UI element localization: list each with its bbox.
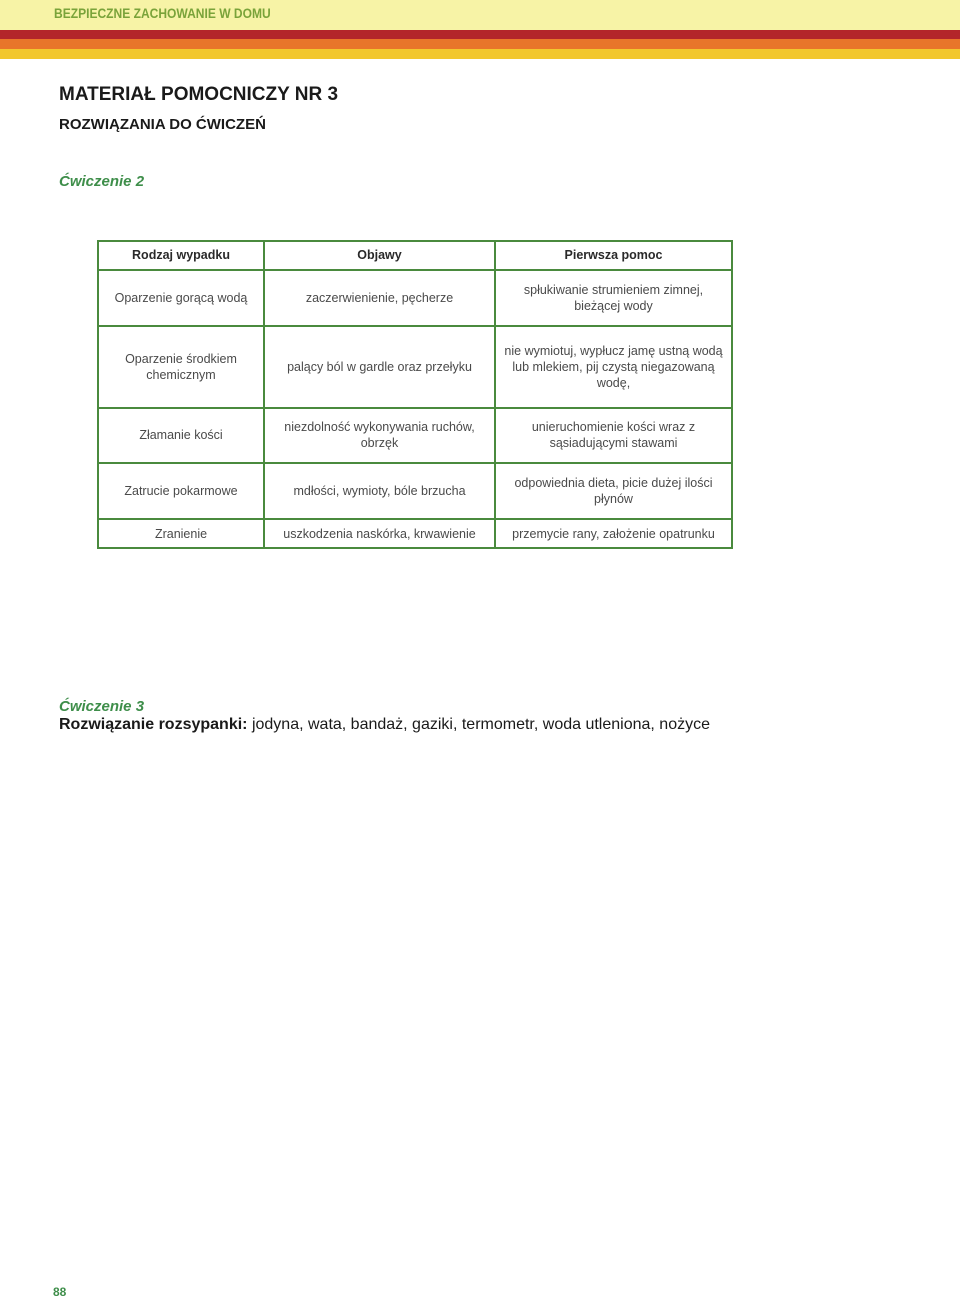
table-row	[99, 519, 731, 547]
table-header-cell: Rodzaj wypadku	[99, 242, 264, 270]
header-title: BEZPIECZNE ZACHOWANIE W DOMU	[54, 5, 271, 21]
table-row	[99, 270, 731, 326]
table-row	[99, 463, 731, 519]
table-cell: palący ból w gardle oraz przełyku	[264, 326, 495, 408]
table-cell: odpowiednia dieta, picie dużej ilości płynów	[495, 463, 731, 519]
page-subtitle: ROZWIĄZANIA DO ĆWICZEŃ	[59, 116, 266, 133]
table-cell: Oparzenie gorącą wodą	[99, 270, 264, 326]
solution-text: jodyna, wata, bandaż, gaziki, termometr, woda utleniona, nożyce	[247, 716, 710, 733]
table-cell: Oparzenie środkiem chemicznym	[99, 326, 264, 408]
header-stripe-orange	[0, 39, 960, 49]
table-cell: przemycie rany, założenie opatrunku	[495, 519, 731, 547]
table-cell: Zatrucie pokarmowe	[99, 463, 264, 519]
table-cell: mdłości, wymioty, bóle brzucha	[264, 463, 495, 519]
table-cell: unieruchomienie kości wraz z sąsiadującymi stawami	[495, 408, 731, 464]
table-cell: niezdolność wykonywania ruchów, obrzęk	[264, 408, 495, 464]
table-header-row	[99, 242, 731, 270]
exercise-3-solution	[59, 716, 710, 734]
table-cell: nie wymiotuj, wypłucz jamę ustną wodą lub mlekiem, pij czystą niegazowaną wodę,	[495, 326, 731, 408]
solution-label: Rozwiązanie rozsypanki:	[59, 716, 248, 733]
table-row	[99, 326, 731, 408]
page-number: 88	[53, 1285, 67, 1299]
header-stripe-yellow	[0, 49, 960, 59]
header-stripe-red	[0, 30, 960, 39]
first-aid-table-grid	[99, 242, 731, 547]
table-cell: Zranienie	[99, 519, 264, 547]
exercise-2-heading: Ćwiczenie 2	[59, 173, 145, 190]
table-cell: zaczerwienienie, pęcherze	[264, 270, 495, 326]
exercise-3-heading: Ćwiczenie 3	[59, 698, 145, 715]
page-title: MATERIAŁ POMOCNICZY NR 3	[59, 84, 339, 105]
first-aid-table	[97, 240, 733, 549]
table-row	[99, 408, 731, 464]
table-header-cell: Objawy	[264, 242, 495, 270]
table-cell: Złamanie kości	[99, 408, 264, 464]
table-cell: spłukiwanie strumieniem zimnej, bieżącej wody	[495, 270, 731, 326]
table-header-cell: Pierwsza pomoc	[495, 242, 731, 270]
table-cell: uszkodzenia naskórka, krwawienie	[264, 519, 495, 547]
